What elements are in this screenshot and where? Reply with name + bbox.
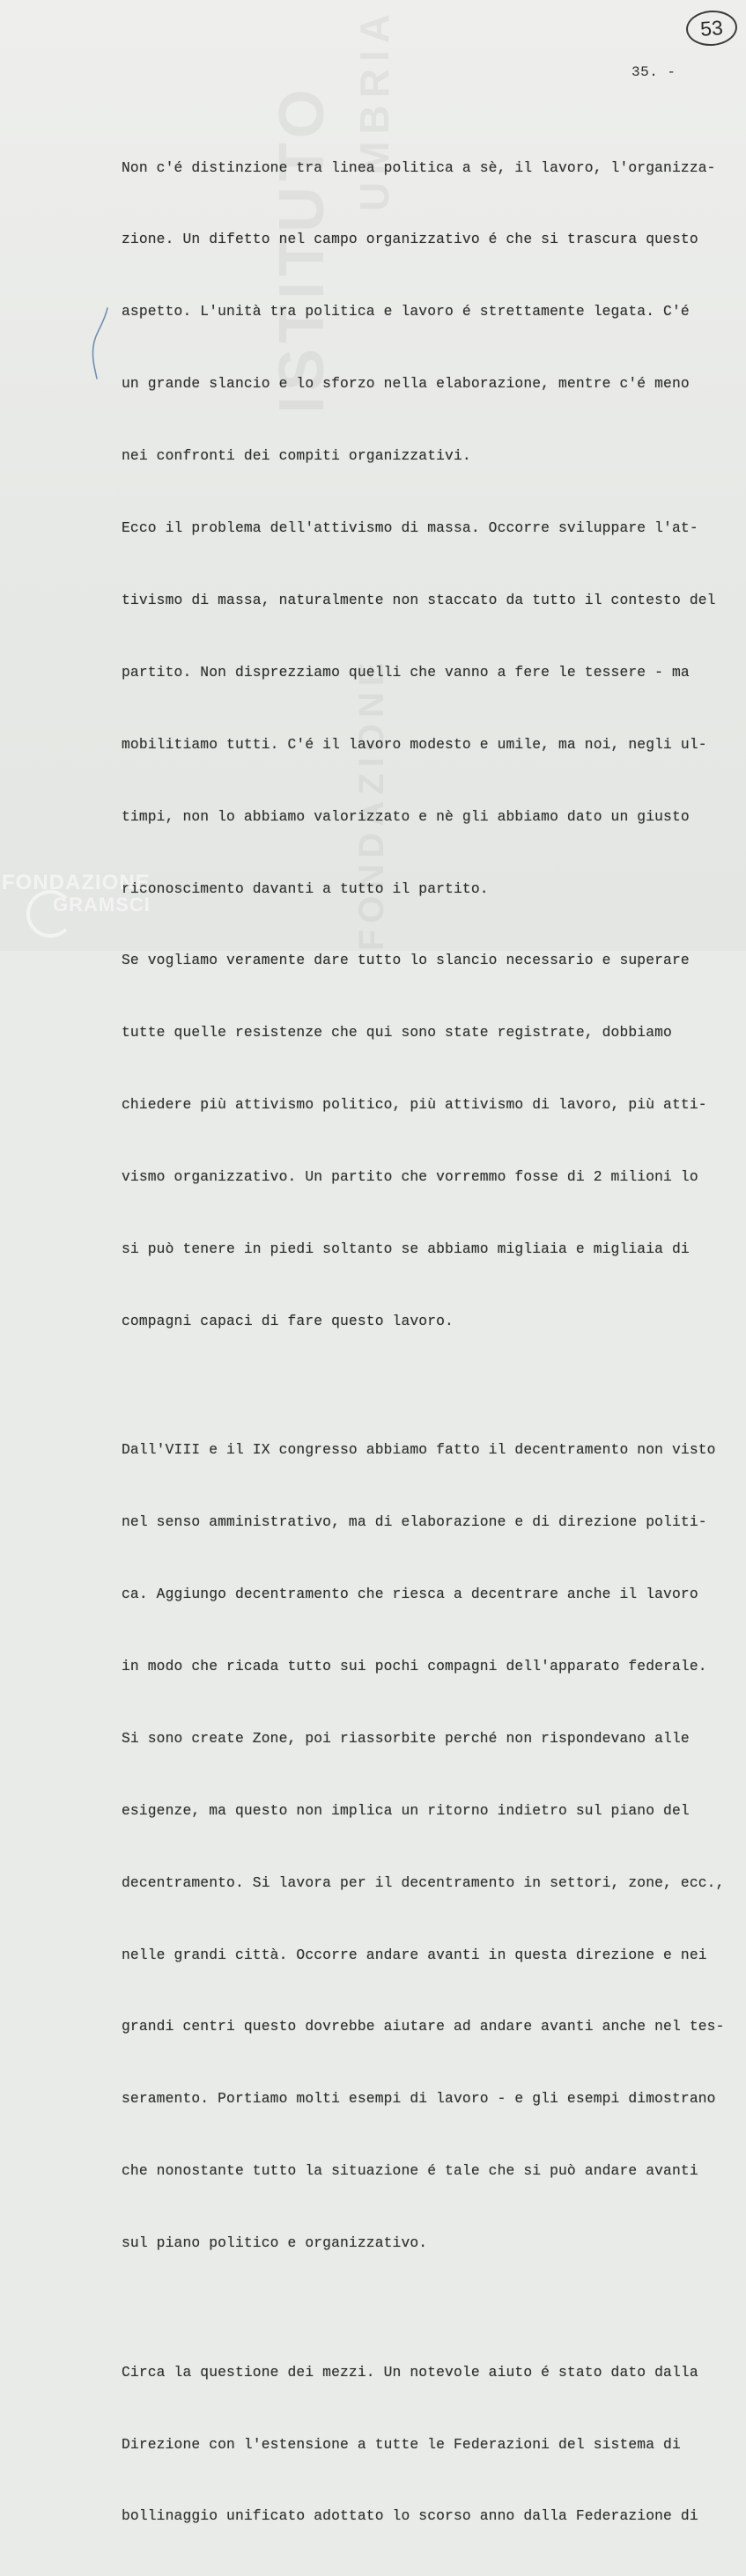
typed-body-text [122,107,729,2576]
text-line: nei confronti dei compiti organizzativi. [122,447,471,465]
text-line: Dall'VIII e il IX congresso abbiamo fatto il decentramento non visto [122,1441,716,1459]
folio-number-circled: 53 [685,9,739,48]
text-line: nelle grandi città. Occorre andare avanti in questa direzione e nei [122,1946,707,1963]
text-line: timpi, non lo abbiamo valorizzato e nè gli abbiamo dato un giusto [122,807,690,825]
text-line: Ecco il problema dell'attivismo di massa. Occorre sviluppare l'at- [122,519,698,537]
text-line: Non c'é distinzione tra linea politica a sè, il lavoro, l'organizza- [122,158,716,176]
page-number: 35. - [632,64,676,80]
text-line: aspetto. L'unità tra politica e lavoro é strettamente legata. C'é [122,303,690,320]
text-line: grandi centri questo dovrebbe aiutare ad andare avanti anche nel tes- [122,2018,725,2035]
text-line: zione. Un difetto nel campo organizzativo é che si trascura questo [122,231,698,248]
text-line: in modo che ricada tutto sui pochi compagni dell'apparato federale. [122,1658,707,1674]
text-line: Si sono create Zone, poi riassorbite perché non rispondevano alle [122,1729,690,1747]
text-line: seramento. Portiamo molti esempi di lavoro - e gli esempi dimostrano [122,2090,716,2108]
text-line: partito. Non disprezziamo quelli che vanno a fere le tessere - ma [122,663,690,681]
text-line: vismo organizzativo. Un partito che vorremmo fosse di 2 milioni lo [122,1168,698,1186]
text-line: tutte quelle resistenze che qui sono state registrate, dobbiamo [122,1024,672,1041]
watermark-vertical-1: ISTITUTO [267,84,337,414]
text-line: chiedere più attivismo politico, più attivismo di lavoro, più atti- [122,1096,707,1114]
margin-pencil-mark-icon [88,306,114,381]
text-line: bollinaggio unificato adottato lo scorso anno dalla Federazione di [122,2507,698,2525]
text-line: compagni capaci di fare questo lavoro. [122,1312,454,1329]
text-line: tivismo di massa, naturalmente non staccato da tutto il contesto del [122,591,716,608]
archive-watermark-logo [0,867,211,951]
text-line: Direzione con l'estensione a tutte le Federazioni del sistema di [122,2435,681,2453]
text-line: sul piano politico e organizzativo. [122,2234,428,2252]
text-line: esigenze, ma questo non implica un ritorno indietro sul piano del [122,1801,690,1819]
text-line: si può tenere in piedi soltanto se abbiamo migliaia e migliaia di [122,1240,690,1257]
text-line: riconoscimento davanti a tutto il partito. [122,880,489,897]
text-line: Se vogliamo veramente dare tutto lo slancio necessario e superare [122,952,690,969]
text-line: un grande slancio e lo sforzo nella elaborazione, mentre c'é meno [122,375,690,393]
text-line: mobilitiamo tutti. C'é il lavoro modesto e umile, ma noi, negli ul- [122,735,707,753]
text-line: Circa la questione dei mezzi. Un notevole aiuto é stato dato dalla [122,2363,698,2381]
text-line: ca. Aggiungo decentramento che riesca a decentrare anche il lavoro [122,1586,698,1603]
watermark-line-1: FONDAZIONE [2,871,151,894]
text-line: che nonostante tutto la situazione é tale che si può andare avanti [122,2162,698,2180]
watermark-line-2: GRAMSCI [53,894,151,916]
text-line: decentramento. Si lavora per il decentramento in settori, zone, ecc., [122,1873,725,1891]
text-line: nel senso amministrativo, ma di elaborazione e di direzione politi- [122,1513,707,1531]
watermark-vertical-2: UMBRIA [351,7,397,211]
watermark-vertical-3: FONDAZIONE [352,656,391,951]
